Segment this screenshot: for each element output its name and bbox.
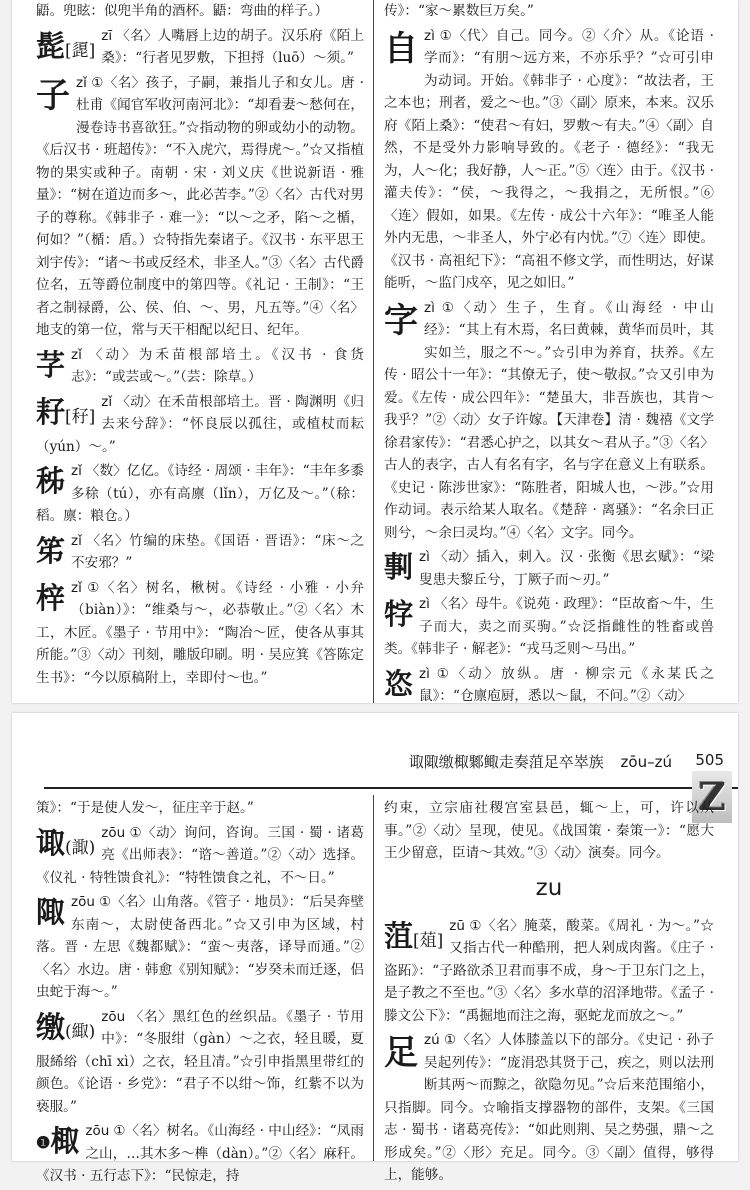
entry-headword <box>384 665 413 703</box>
entry-headword <box>384 299 418 343</box>
headword-character: 子 <box>36 75 70 116</box>
entry-definition: 〈名〉母牛。《说苑 · 政理》：“臣故畜～牛，生子而大，卖之而买驹。”☆泛指雌性的牲畜或兽类。《韩非子 · 解老》：“戎马乏则～马出。” <box>384 596 714 657</box>
dictionary-entry <box>36 1120 364 1188</box>
entry-continuation: 约束，立宗庙社稷宫室县邑，辄～上，可，许以从事。”②〈动〉呈现，使见。《战国策 · 秦策一》：“愿大王少留意，臣请～其效。”③〈动〉演奏。同今。 <box>384 800 714 861</box>
dictionary-entry <box>36 1006 364 1119</box>
entry-definition: 〈动〉插入，刺入。汉 · 张衡《思玄赋》：“梁叟患夫黎丘兮，丁厥子而～刃。” <box>419 549 714 588</box>
headword-character: 陬 <box>36 895 66 929</box>
headword-character: 梓 <box>36 580 66 615</box>
header-characters: 诹陬缴棷鄹鲰走奏菹足卒崒族 <box>408 753 604 771</box>
entry-variant-mark: ❶ <box>36 1133 51 1152</box>
dictionary-entry <box>36 25 364 70</box>
entry-definition: ①〈动〉放纵。唐 · 柳宗元《永某氏之鼠》：“仓廪庖厨，悉以～鼠，不问。”②〈动〉 <box>419 665 714 704</box>
entry-headword <box>36 824 95 867</box>
entry-pinyin: zōu <box>101 1008 126 1025</box>
entry-pinyin: zōu <box>101 824 126 841</box>
entry-headword <box>36 1122 79 1162</box>
left-column <box>36 0 364 691</box>
header-title <box>409 751 672 772</box>
dictionary-entry <box>384 1029 714 1187</box>
entry-pinyin: zǐ <box>71 532 82 549</box>
traditional-form: (緅) <box>65 1021 96 1042</box>
entry-definition: ①〈名〉腌菜，酸菜。《周礼 · 为～。”☆又指古代一种酷刑，把人剁成肉酱。《庄子 · 盗跖》：“子路欲杀卫君而事不成，身～于卫东门之上，是子教之不至也。”③〈名〉多水草的沼泽地带。《孟子 · 滕文公下》：“禹掘地而注之海，驱蛇龙而放之～。” <box>384 917 714 1024</box>
entry-continuation: 策》：“于是使人发～，征庄辛于赵。” <box>36 800 254 816</box>
dictionary-entry <box>36 391 364 459</box>
headword-character: 秭 <box>36 464 66 498</box>
header-pinyin-range: zōu–zú <box>620 753 672 771</box>
traditional-form: (諏) <box>65 837 96 858</box>
entry-pinyin: zì <box>424 27 435 44</box>
entry-definition: ①〈名〉山角落。《管子 · 地员》：“后吴奔壁东南～，太尉使备西北。”☆又引申为区域，村落。晋 · 左思《魏都赋》：“蛮～夷落，译导而通。”②〈名〉水边。唐 · 韩愈《别知赋》：“岁癸未而迁逐，侣虫蛇于海～。” <box>36 894 364 1000</box>
right-column <box>384 0 714 710</box>
entry-pinyin: zōu <box>71 894 95 910</box>
dictionary-entry <box>384 25 714 295</box>
entry-pinyin: zū <box>449 917 465 934</box>
entry-definition: ①〈动〉询问，咨询。三国 · 蜀 · 诸葛亮《出师表》：“谘～善道。”②〈动〉选择。《仪礼 · 特牲馈食礼》：“特牲馈食之礼，不～日。” <box>36 824 364 886</box>
headword-character: 棷 <box>50 1124 80 1158</box>
traditional-form: [頾] <box>65 40 96 61</box>
entry-headword <box>36 27 95 70</box>
entry-definition: 〈数〉亿亿。《诗经 · 周颂 · 丰年》：“丰年多黍多稌（tú），亦有高廪（lǐn），万亿及～。”（稌：稻。廪：粮仓。） <box>36 463 364 524</box>
pinyin-section-heading: zu <box>535 874 563 901</box>
left-column <box>36 797 364 1190</box>
entry-continuation: 鼯。兜眩：似兜半角的酒杯。鼯：弯曲的样子。） <box>36 3 329 19</box>
dictionary-entry <box>36 891 364 1004</box>
entry-definition: ①〈动〉生子，生育。《山海经 · 中山经》：“其上有木焉，名曰黄棘，黄华而员叶，其实如兰，服之不～。”☆引申为养育，扶养。《左传 · 昭公十一年》：“其僚无子，使～敬叔。”☆又引申为爱。《左传 · 成公四年》：“楚虽大，非吾族也，其肯～我乎？”②〈动〉女子许嫁。【天津卷】清 · 魏禧《文学徐君家传》：“君悉心护之，以其女～君从子。”③〈名〉古人的表字，古人有名有字，名与字在意义上有联系。《史记 · 陈涉世家》：“陈胜者，阳城人也，～涉。”☆用作动词。表示给某人取名。《楚辞 · 离骚》：“名余曰正则兮，～余曰灵均。”④〈名〉文字。同今。 <box>384 299 714 541</box>
dictionary-entry <box>384 546 714 591</box>
right-column <box>384 797 714 1189</box>
headword-character: 缴 <box>36 1009 66 1044</box>
entry-headword <box>36 893 65 931</box>
entry-pinyin: zì <box>419 596 430 612</box>
headword-character: 牸 <box>384 597 414 631</box>
entry-continuation: 传》：“家～累数巨万矣。” <box>384 3 534 19</box>
entry-definition: 〈动〉为禾苗根部培土。《汉书 · 食货志》：“或芸或～。”（芸：除草。） <box>71 346 364 385</box>
entry-headword <box>384 1031 418 1075</box>
entry-pinyin: zì <box>419 665 430 682</box>
entry-headword <box>36 393 95 436</box>
headword-character: 菹 <box>384 918 414 953</box>
entry-definition: 〈名〉竹编的床垫。《国语 · 晋语》：“床～之不安邪？” <box>71 532 364 571</box>
headword-character: 恣 <box>384 666 414 701</box>
headword-character: 芓 <box>36 347 66 382</box>
entry-headword <box>36 462 65 500</box>
traditional-form: [秄] <box>65 406 96 427</box>
entry-definition: 〈动〉在禾苗根部培土。晋 · 陶渊明《归去来兮辞》：“怀良辰以孤往，或植杖而耘（yún）～。” <box>36 393 364 455</box>
entry-headword <box>384 27 418 71</box>
dictionary-entry <box>384 593 714 661</box>
page-header <box>12 737 738 785</box>
dictionary-entry <box>384 663 714 708</box>
dictionary-entry <box>36 72 364 342</box>
entry-pinyin: zǐ <box>71 579 82 596</box>
entry-definition: 〈名〉黑红色的丝织品。《墨子 · 节用中》：“冬服绀（gàn）～之衣，轻且暖，夏服絺绤（chī xì）之衣，轻且凊。”☆引申指黑里带红的颜色。《论语 · 乡党》：“君子不以绀～饰，红紫不以为亵服。” <box>36 1008 364 1115</box>
entry-definition: ①〈名〉孩子，子嗣，兼指儿子和女儿。唐 · 杜甫《闻官军收河南河北》：“却看妻～愁何在，漫卷诗书喜欲狂。”☆指动物的卵或幼小的动物。《后汉书 · 班超传》：“不入虎穴，焉得虎～。”☆又指植物的果实或种子。南朝 · 宋 · 刘义庆《世说新语 · 雅量》：“树在道边而多～，此必苦李。”②〈名〉古代对男子的尊称。《韩非子 · 难一》：“以～之矛，陷～之楯，何如？”（楯：盾。）☆特指先秦诸子。《汉书 · 东平思王刘宇传》：“诸～书或反经术，非圣人。”③〈名〉古代爵位名，五等爵位制度中的第四等。《礼记 · 王制》：“王者之制禄爵，公、侯、伯、～、男，凡五等。”④〈名〉地支的第一位，常与天干相配以纪日、纪年。 <box>36 74 364 338</box>
entry-headword <box>36 579 65 617</box>
entry-pinyin: zì <box>419 549 430 565</box>
dictionary-entry <box>384 297 714 545</box>
headword-character: 诹 <box>36 825 66 860</box>
entry-headword <box>36 74 70 118</box>
entry-headword <box>384 548 413 586</box>
entry-headword <box>36 532 65 570</box>
dictionary-page-bottom <box>12 713 738 1184</box>
headword-character: 笫 <box>36 533 66 568</box>
letter-index-tab[interactable]: Z <box>692 771 732 823</box>
entry-pinyin: zǐ <box>76 74 87 91</box>
entry-pinyin: zǐ <box>71 346 82 363</box>
entry-definition: ①〈代〉自己。同今。②〈介〉从。《论语 · 学而》：“有朋～远方来，不亦乐乎？”☆可引申为动词。开始。《韩非子 · 心度》：“故法者，王之本也；刑者，爱之～也。”③〈副〉原来，本来。汉乐府《陌上桑》：“使君～有妇，罗敷～有夫。”④〈副〉自然，不是受外力影响导致的。《老子 · 德经》：“我无为，人～化；我好静，人～正。”⑤〈连〉由于。《汉书 · 灌夫传》：“侯，～我得之，～我捐之，无所恨。”⑥〈连〉假如，如果。《左传 · 成公十六年》：“唯圣人能外内无患，～非圣人，外宁必有内忧。”⑦〈连〉即使。《汉书 · 高祖纪下》：“高祖不修文学，而性明达，好谋能听，～监门戍卒，见之如旧。” <box>384 27 714 291</box>
entry-definition: ①〈名〉树名。《山海经 · 中山经》：“凤雨之山，…其木多～榫（dàn）。”②〈名〉麻秆。《汉书 · 五行志下》：“民惊走，持 <box>36 1123 364 1184</box>
entry-pinyin: zì <box>424 299 435 316</box>
headword-character: 髭 <box>36 28 66 63</box>
dictionary-entry <box>36 822 364 890</box>
entry-headword <box>384 595 413 633</box>
column-divider <box>373 0 374 703</box>
dictionary-entry <box>36 460 364 528</box>
entry-headword <box>384 917 443 960</box>
header-rule <box>44 787 738 789</box>
headword-character: 足 <box>384 1033 418 1073</box>
dictionary-entry <box>36 344 364 389</box>
traditional-form: [葅] <box>413 930 444 951</box>
entry-pinyin: zōu <box>85 1123 110 1139</box>
entry-pinyin: zǐ <box>71 463 82 479</box>
entry-definition: 〈名〉人嘴唇上边的胡子。汉乐府《陌上桑》：“行者见罗敷，下担捋（luō）～须。” <box>101 27 364 66</box>
dictionary-entry <box>36 577 364 690</box>
dictionary-page-top <box>12 0 738 703</box>
page-number: 505 <box>695 751 724 769</box>
entry-pinyin: zú <box>424 1032 440 1048</box>
dictionary-entry <box>36 530 364 575</box>
entry-headword <box>36 1008 95 1051</box>
entry-pinyin: zǐ <box>101 393 113 410</box>
headword-character: 剚 <box>384 550 414 584</box>
column-divider <box>373 795 374 1161</box>
entry-headword <box>36 346 65 384</box>
headword-character: 耔 <box>36 394 66 429</box>
entry-definition: ①〈名〉树名，楸树。《诗经 · 小雅 · 小弁（biàn）》：“维桑与～，必恭敬止。”②〈名〉木工，木匠。《墨子 · 节用中》：“陶冶～匠，使各从事其所能。”③〈动〉刊刻，雕版印刷。明 · 吴应箕《答陈定生书》：“今以原稿附上，幸即付～也。” <box>36 579 364 686</box>
headword-character: 字 <box>384 300 418 341</box>
dictionary-entry <box>384 915 714 1028</box>
headword-character: 自 <box>384 28 418 69</box>
entry-definition: ①〈名〉人体膝盖以下的部分。《史记 · 孙子吴起列传》：“庞涓恐其贤于己，疾之，则以法刑断其两～而黥之，欲隐勿见。”☆后来范围缩小，只指脚。同今。☆喻指支撑器物的部件，支架。《三国志 · 蜀书 · 诸葛亮传》：“如此则荆、吴之势强，鼎～之形成矣。”②〈形〉充足。同今。③〈副〉值得，够得上，能够。 <box>384 1032 714 1183</box>
entry-pinyin: zī <box>101 27 113 44</box>
